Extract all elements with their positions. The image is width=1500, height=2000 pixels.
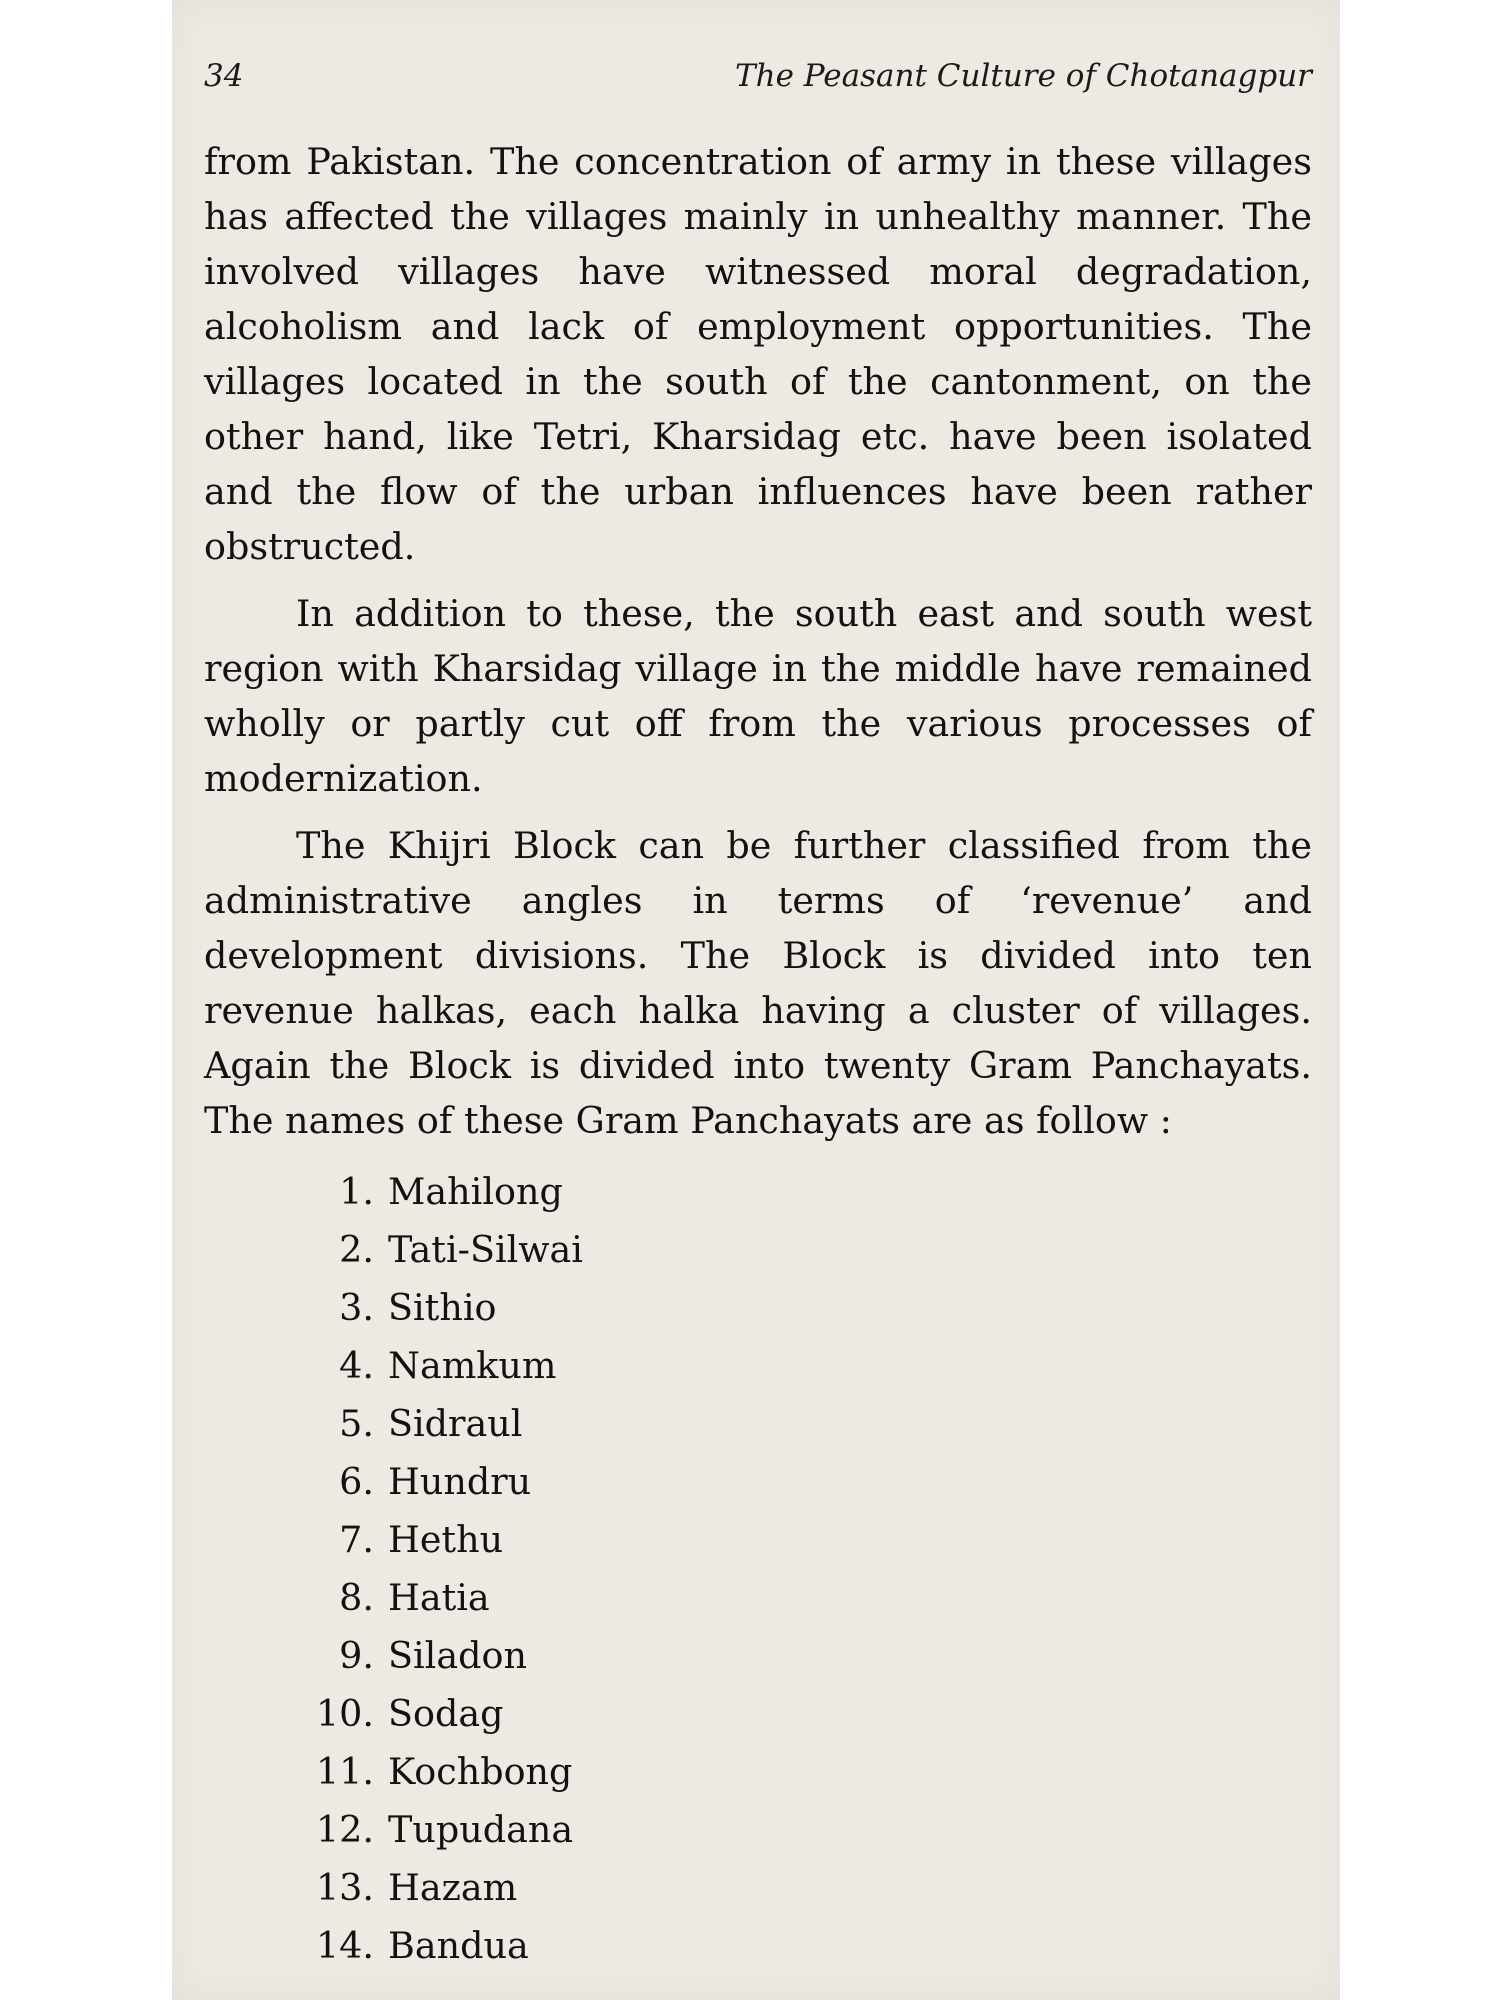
list-item-name: Kochbong — [388, 1750, 573, 1793]
list-item-name: Sithio — [388, 1286, 497, 1329]
list-item-name: Hethu — [388, 1518, 504, 1561]
list-item — [294, 1743, 583, 1801]
list-item — [294, 1685, 583, 1743]
list-item-name: Namkum — [388, 1344, 557, 1387]
list-item-name: Sodag — [388, 1692, 504, 1735]
list-item-name: Hatia — [388, 1576, 490, 1619]
list-item-name: Tupudana — [388, 1808, 574, 1851]
list-item-number: 4. — [339, 1344, 374, 1387]
list-item-number: 6. — [339, 1460, 374, 1503]
list-item — [294, 1917, 583, 1975]
list-item — [294, 1511, 583, 1569]
list-item-name: Hundru — [388, 1460, 532, 1503]
list-item — [294, 1859, 583, 1917]
list-item-number: 10. — [315, 1692, 374, 1735]
page-number: 34 — [204, 58, 244, 94]
list-item-name: Mahilong — [388, 1170, 563, 1213]
list-item-number: 5. — [339, 1402, 374, 1445]
list-item — [294, 1569, 583, 1627]
list-item-number: 11. — [315, 1750, 374, 1793]
running-head — [204, 58, 1312, 106]
list-item-number: 13. — [315, 1866, 374, 1909]
list-item — [294, 1163, 583, 1221]
list-item — [294, 1801, 583, 1859]
list-item-number: 12. — [315, 1808, 374, 1851]
body-text — [204, 134, 1312, 1160]
list-item — [294, 1221, 583, 1279]
list-item-name: Sidraul — [388, 1402, 523, 1445]
list-item-name: Siladon — [388, 1634, 527, 1677]
list-item-number: 7. — [339, 1518, 374, 1561]
paragraph-southern-region: In addition to these, the south east and south west region with Kharsidag village in the middle have remained wholly or partly cut off from the various processes of modernization. — [204, 592, 1312, 800]
list-item-name: Hazam — [388, 1866, 518, 1909]
list-item-name: Tati-Silwai — [388, 1228, 583, 1271]
list-item-number: 1. — [339, 1170, 374, 1213]
list-item — [294, 1395, 583, 1453]
list-item — [294, 1627, 583, 1685]
list-item-number: 8. — [339, 1576, 374, 1619]
list-item-number: 14. — [315, 1924, 374, 1967]
gram-panchayat-list — [294, 1163, 583, 1975]
list-item — [294, 1337, 583, 1395]
list-item — [294, 1279, 583, 1337]
paragraph-block-divisions: The Khijri Block can be further classified from the administrative angles in terms of ‘revenue’ and development divisions. The Block is divided into ten revenue halkas, each halka having a cluster of villages. Again the Block is divided into twenty Gram Panchayats. The names of these Gram Panchayats are as follow : — [204, 824, 1312, 1142]
list-item-number: 2. — [339, 1228, 374, 1271]
list-item-number: 9. — [339, 1634, 374, 1677]
list-item-name: Bandua — [388, 1924, 529, 1967]
list-item-number: 3. — [339, 1286, 374, 1329]
book-page — [172, 0, 1340, 2000]
paragraph-continuation: from Pakistan. The concentration of army in these villages has affected the villages mainly in unhealthy manner. The involved villages have witnessed moral degradation, alcoholism and lack of employment opportunities. The villages located in the south of the cantonment, on the other hand, like Tetri, Kharsidag etc. have been isolated and the flow of the urban influences have been rather obstructed. — [204, 140, 1312, 568]
book-title: The Peasant Culture of Chotanagpur — [734, 58, 1312, 94]
list-item — [294, 1453, 583, 1511]
